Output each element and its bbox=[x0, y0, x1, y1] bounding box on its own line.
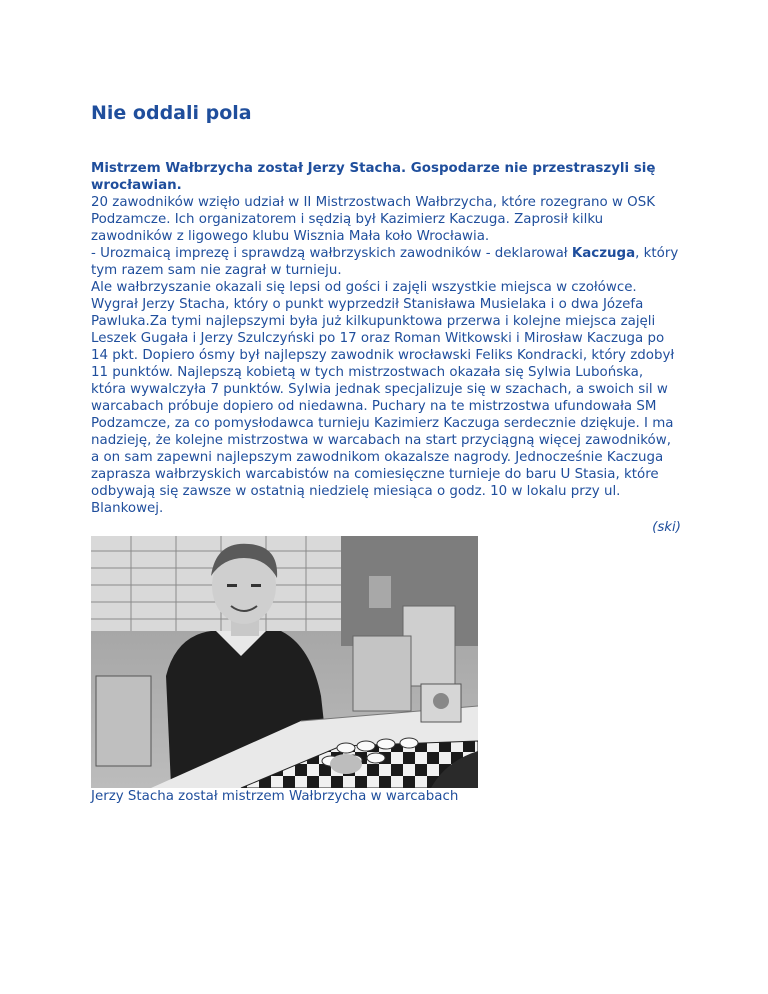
article-paragraph-2 bbox=[91, 245, 681, 279]
article-paragraph-3: Ale wałbrzyszanie okazali się lepsi od gości i zajęli wszystkie miejsca w czołówce. Wygrał Jerzy Stacha, który o punkt wyprzedził Stanisława Musielaka i o dwa Józefa Pawluka.Za tymi najlepszymi była już kilkupunktowa przerwa i kolejne miejsca zajęli Leszek Gugała i Jerzy Szulczyński po 17 oraz Roman Witkowski i Mirosław Kaczuga po 14 pkt. Dopiero ósmy był najlepszy zawodnik wrocławski Feliks Kondracki, który zdobył 11 punktów. Najlepszą kobietą w tych mistrzostwach okazała się Sylwia Lubońska, która wywalczyła 7 punktów. Sylwia jednak specjalizuje się w szachach, a swoich sil w warcabach próbuje dopiero od niedawna. Puchary na te mistrzostwa ufundowała SM Podzamcze, za co pomysłodawca turnieju Kazimierz Kaczuga serdecznie dziękuje. I ma nadzieję, że kolejne mistrzostwa w warcabach na start przyciągną więcej zawodników, a on sam zapewni najlepszym zawodnikom okazalsze nagrody. Jednocześnie Kaczuga zaprasza wałbrzyskich warcabistów na comiesięczne turnieje do baru U Stasia, które odbywają się zawsze w ostatnią niedzielę miesiąca o godz. 10 w lokalu przy ul. Blankowej. bbox=[91, 280, 675, 516]
article-title: Nie oddali pola bbox=[91, 102, 252, 124]
quote-text-before: - Urozmaicą imprezę i sprawdzą wałbrzyskich zawodników - deklarował bbox=[91, 246, 572, 261]
quote-author-bold: Kaczuga bbox=[571, 246, 636, 261]
checkers-player-photo bbox=[91, 536, 478, 788]
article bbox=[91, 100, 681, 805]
photo-caption: Jerzy Stacha został mistrzem Wałbrzycha w warcabach bbox=[91, 789, 459, 804]
article-signature: (ski) bbox=[652, 520, 681, 535]
article-lead: Mistrzem Wałbrzycha został Jerzy Stacha. Gospodarze nie przestraszyli się wrocławian. bbox=[91, 161, 656, 193]
article-body bbox=[91, 194, 681, 517]
article-paragraph-1: 20 zawodników wzięło udział w II Mistrzostwach Wałbrzycha, które rozegrano w OSK Podzamcze. Ich organizatorem i sędzią był Kazimierz Kaczuga. Zaprosił kilku zawodników z ligowego klubu Wisznia Mała koło Wrocławia. bbox=[91, 195, 656, 244]
quote-text-after: , który tym razem sam nie zagrał w turnieju. bbox=[91, 246, 679, 278]
